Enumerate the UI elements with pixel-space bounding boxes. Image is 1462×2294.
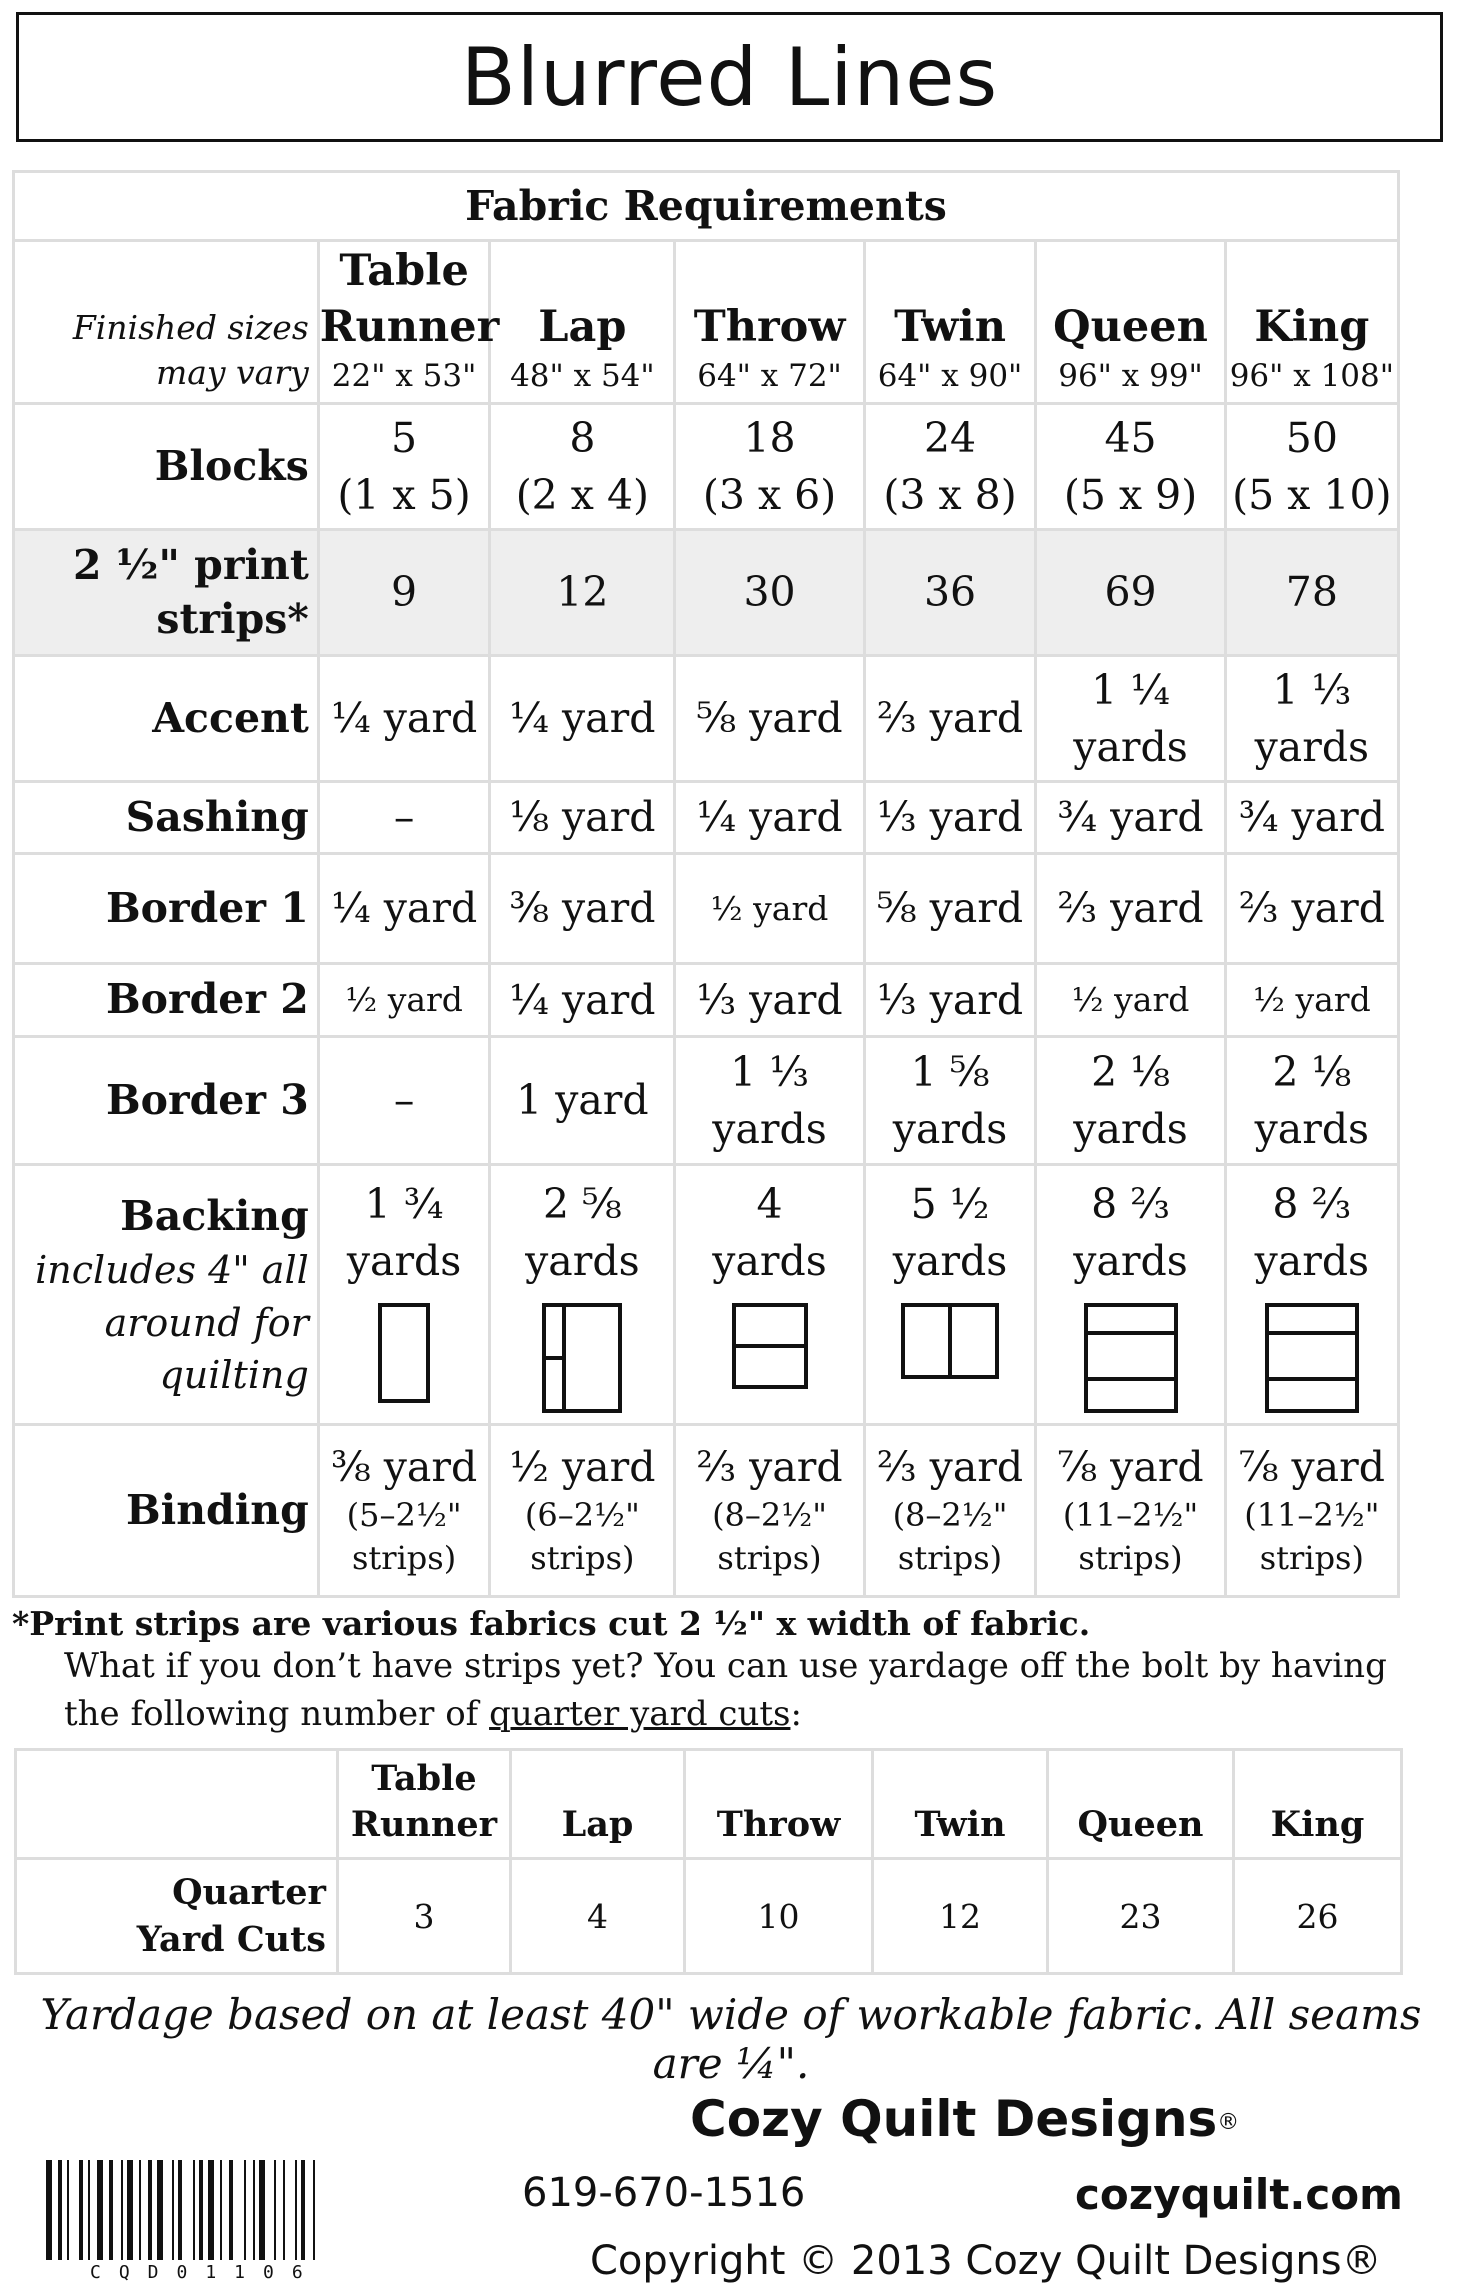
company-name: Cozy Quilt Designs® (690, 2090, 1240, 2148)
row-accent (14, 656, 1399, 782)
border-3-cell: 2 ⅛ yards (1036, 1037, 1225, 1165)
qyc-value: 3 (338, 1859, 511, 1974)
row-border-2 (14, 964, 1399, 1037)
barcode-icon (42, 2160, 392, 2266)
border-2-cell: ⅓ yard (675, 964, 864, 1037)
blocks-cell: 45 (5 x 9) (1036, 404, 1225, 530)
accent-cell: 1 ⅓ yards (1225, 656, 1398, 782)
row-blocks (14, 404, 1399, 530)
blocks-cell: 5 (1 x 5) (318, 404, 490, 530)
accent-cell: ¼ yard (318, 656, 490, 782)
qyc-header-king: King (1234, 1750, 1402, 1859)
row-border-1 (14, 854, 1399, 964)
column-header-table-runner: Table Runner 22" x 53" (318, 241, 490, 404)
size-twin: 64" x 90" (877, 357, 1023, 394)
qyc-value: 26 (1234, 1859, 1402, 1974)
binding-cell: ⅞ yard (11–2½" strips) (1036, 1425, 1225, 1597)
size-lap: 48" x 54" (510, 357, 655, 394)
row-label-blocks: Blocks (14, 404, 319, 530)
column-header-twin: Twin 64" x 90" (864, 241, 1036, 404)
backing-cell: 1 ¾ yards (318, 1165, 490, 1425)
border-1-cell: ⅝ yard (864, 854, 1036, 964)
qyc-corner (16, 1750, 338, 1859)
border-2-cell: ½ yard (318, 964, 490, 1037)
backing-cell: 5 ½ yards (864, 1165, 1036, 1425)
qyc-header-table-runner: Table Runner (338, 1750, 511, 1859)
size-king: 96" x 108" (1229, 357, 1395, 394)
print-strips-cell: 12 (490, 530, 675, 656)
row-print-strips (14, 530, 1399, 656)
binding-cell: ½ yard (6–2½" strips) (490, 1425, 675, 1597)
blocks-cell: 24 (3 x 8) (864, 404, 1036, 530)
backing-three-stacked-panels-icon (1265, 1303, 1359, 1413)
column-header-lap: Lap 48" x 54" (490, 241, 675, 404)
finished-sizes-label: Finished sizes may vary (14, 241, 319, 404)
row-label-binding: Binding (14, 1425, 319, 1597)
border-2-cell: ½ yard (1036, 964, 1225, 1037)
row-backing (14, 1165, 1399, 1425)
backing-single-panel-icon (378, 1303, 430, 1403)
accent-cell: 1 ¼ yards (1036, 656, 1225, 782)
binding-cell: ⅔ yard (8–2½" strips) (675, 1425, 864, 1597)
backing-cell: 4 yards (675, 1165, 864, 1425)
row-label-sashing: Sashing (14, 782, 319, 854)
print-strips-footnote (12, 1604, 1417, 1738)
sashing-cell: ¾ yard (1036, 782, 1225, 854)
border-1-cell: ⅔ yard (1036, 854, 1225, 964)
row-label-accent: Accent (14, 656, 319, 782)
size-queen: 96" x 99" (1058, 357, 1203, 394)
column-header-queen: Queen 96" x 99" (1036, 241, 1225, 404)
fabric-requirements-header: Fabric Requirements (14, 172, 1399, 241)
border-2-cell: ⅓ yard (864, 964, 1036, 1037)
backing-cell: 8 ⅔ yards (1036, 1165, 1225, 1425)
sashing-cell: ¼ yard (675, 782, 864, 854)
blocks-cell: 8 (2 x 4) (490, 404, 675, 530)
sashing-cell: – (318, 782, 490, 854)
size-throw: 64" x 72" (697, 357, 842, 394)
row-label-border-3: Border 3 (14, 1037, 319, 1165)
print-strips-cell: 36 (864, 530, 1036, 656)
print-strips-cell: 30 (675, 530, 864, 656)
qyc-header-lap: Lap (511, 1750, 685, 1859)
binding-cell: ⅞ yard (11–2½" strips) (1225, 1425, 1398, 1597)
qyc-value: 10 (685, 1859, 873, 1974)
qyc-value: 23 (1048, 1859, 1234, 1974)
footnote-line-1: *Print strips are various fabrics cut 2 ½" x width of fabric. (12, 1604, 1091, 1643)
qyc-header-queen: Queen (1048, 1750, 1234, 1859)
border-3-cell: 1 yard (490, 1037, 675, 1165)
accent-cell: ¼ yard (490, 656, 675, 782)
accent-cell: ⅝ yard (675, 656, 864, 782)
qyc-value: 4 (511, 1859, 685, 1974)
column-header-king: King 96" x 108" (1225, 241, 1398, 404)
size-table-runner: 22" x 53" (331, 357, 477, 394)
backing-two-side-by-side-panels-icon (901, 1303, 999, 1379)
border-3-cell: 1 ⅝ yards (864, 1037, 1036, 1165)
binding-cell: ⅔ yard (8–2½" strips) (864, 1425, 1036, 1597)
qyc-header-twin: Twin (873, 1750, 1048, 1859)
copyright-notice: Copyright © 2013 Cozy Quilt Designs® (590, 2238, 1382, 2284)
website-link[interactable]: cozyquilt.com (1075, 2170, 1403, 2219)
backing-two-stacked-panels-icon (732, 1303, 808, 1389)
sashing-cell: ⅛ yard (490, 782, 675, 854)
border-3-cell: 2 ⅛ yards (1225, 1037, 1398, 1165)
border-1-cell: ½ yard (675, 854, 864, 964)
row-sashing (14, 782, 1399, 854)
border-1-cell: ¼ yard (318, 854, 490, 964)
qyc-value: 12 (873, 1859, 1048, 1974)
border-1-cell: ⅜ yard (490, 854, 675, 964)
row-label-border-1: Border 1 (14, 854, 319, 964)
row-label-print-strips: 2 ½" print strips* (14, 530, 319, 656)
title-box (16, 12, 1443, 142)
border-2-cell: ¼ yard (490, 964, 675, 1037)
print-strips-cell: 69 (1036, 530, 1225, 656)
quarter-yard-cuts-table (14, 1748, 1403, 1975)
yardage-note: Yardage based on at least 40" wide of workable fabric. All seams are ¼". (40, 1990, 1422, 2088)
border-3-cell: – (318, 1037, 490, 1165)
binding-cell: ⅜ yard (5–2½" strips) (318, 1425, 490, 1597)
quarter-yard-cuts-term: quarter yard cuts (489, 1693, 791, 1734)
qyc-row-label: Quarter Yard Cuts (16, 1859, 338, 1974)
barcode-number: CQD01106 (90, 2262, 321, 2283)
backing-three-stacked-panels-icon (1084, 1303, 1178, 1413)
border-3-cell: 1 ⅓ yards (675, 1037, 864, 1165)
border-1-cell: ⅔ yard (1225, 854, 1398, 964)
row-border-3 (14, 1037, 1399, 1165)
print-strips-cell: 9 (318, 530, 490, 656)
row-label-border-2: Border 2 (14, 964, 319, 1037)
sashing-cell: ⅓ yard (864, 782, 1036, 854)
backing-cell: 2 ⅝ yards (490, 1165, 675, 1425)
qyc-header-throw: Throw (685, 1750, 873, 1859)
blocks-cell: 50 (5 x 10) (1225, 404, 1398, 530)
sashing-cell: ¾ yard (1225, 782, 1398, 854)
footnote-line-2: What if you don’t have strips yet? You can use yardage off the bolt by having the following number of quarter yard cuts: (64, 1646, 1387, 1734)
registered-mark: ® (1217, 2110, 1240, 2135)
column-header-throw: Throw 64" x 72" (675, 241, 864, 404)
row-label-backing: Backing includes 4" all around for quilting (14, 1165, 319, 1425)
row-binding (14, 1425, 1399, 1597)
blocks-cell: 18 (3 x 6) (675, 404, 864, 530)
accent-cell: ⅔ yard (864, 656, 1036, 782)
backing-cell: 8 ⅔ yards (1225, 1165, 1398, 1425)
phone-number: 619-670-1516 (522, 2170, 806, 2216)
pattern-title: Blurred Lines (460, 30, 999, 124)
fabric-requirements-table (12, 170, 1400, 1598)
print-strips-cell: 78 (1225, 530, 1398, 656)
backing-panel-with-side-strip-icon (542, 1303, 622, 1413)
border-2-cell: ½ yard (1225, 964, 1398, 1037)
